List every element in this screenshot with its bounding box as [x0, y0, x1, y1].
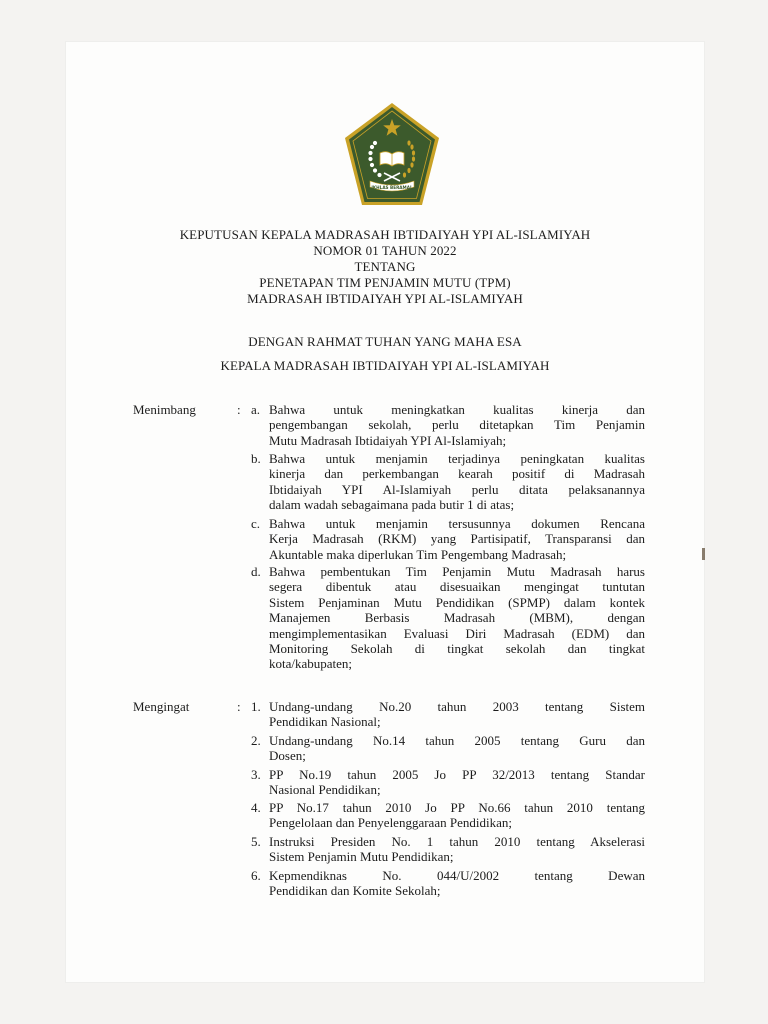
mengingat-item-3	[251, 767, 645, 798]
item-marker: c.	[251, 516, 261, 531]
item-line: Sistem Penjaminan Mutu Pendidikan (SPMP) dalam kontek	[269, 594, 645, 610]
preamble	[66, 334, 704, 374]
document-heading	[66, 227, 704, 307]
menimbang-item-b	[251, 451, 645, 513]
menimbang-item-d	[251, 564, 645, 672]
heading-line-4: PENETAPAN TIM PENJAMIN MUTU (TPM)	[259, 275, 511, 290]
heading-line-3: TENTANG	[354, 259, 416, 274]
menimbang-label: Menimbang	[133, 402, 196, 417]
item-marker: b.	[251, 451, 261, 466]
item-line: Akuntable maka diperlukan Tim Pengembang Madrasah;	[269, 546, 567, 562]
paper-edge-mark	[702, 548, 705, 560]
mengingat-item-2	[251, 733, 645, 764]
item-line: kinerja dan perkembangan kearah positif di Madrasah	[269, 466, 645, 482]
item-line: Manajemen Berbasis Madrasah (MBM), dengan	[269, 610, 645, 626]
item-marker: 1.	[251, 699, 261, 714]
item-marker: a.	[251, 402, 261, 417]
item-marker: d.	[251, 564, 261, 579]
item-line: Bahwa untuk menjamin terjadinya peningkatan kualitas	[269, 451, 645, 466]
item-marker: 2.	[251, 733, 261, 748]
menimbang-item-a	[251, 402, 645, 448]
item-line: kota/kabupaten;	[269, 656, 353, 672]
menimbang-colon: :	[237, 402, 241, 417]
item-marker: 5.	[251, 834, 261, 849]
item-text	[269, 699, 645, 730]
item-text	[269, 767, 645, 798]
item-text	[269, 800, 645, 831]
preamble-line-1: DENGAN RAHMAT TUHAN YANG MAHA ESA	[248, 334, 522, 349]
item-line: Pendidikan dan Komite Sekolah;	[269, 883, 441, 899]
item-line: segera dibentuk atau disesuaikan mengingat tuntutan	[269, 579, 645, 595]
item-text	[269, 516, 645, 562]
item-line: Pengelolaan dan Penyelenggaraan Pendidikan;	[269, 815, 512, 831]
item-line: Sistem Penjamin Mutu Pendidikan;	[269, 849, 454, 865]
item-line: Dosen;	[269, 748, 306, 764]
mengingat-item-4	[251, 800, 645, 831]
heading-line-1: KEPUTUSAN KEPALA MADRASAH IBTIDAIYAH YPI AL-ISLAMIYAH	[179, 227, 591, 242]
item-line: dalam wadah sebagaimana pada butir 1 di atas;	[269, 497, 515, 513]
item-text	[269, 451, 645, 513]
item-marker: 3.	[251, 767, 261, 782]
item-line: Bahwa pembentukan Tim Penjamin Mutu Madrasah harus	[269, 564, 645, 579]
kementerian-agama-emblem-icon	[342, 101, 442, 211]
menimbang-item-c	[251, 516, 645, 562]
item-line: Instruksi Presiden No. 1 tahun 2010 tentang Akselerasi	[269, 834, 645, 849]
mengingat-label: Mengingat	[133, 699, 190, 714]
item-line: Pendidikan Nasional;	[269, 714, 381, 730]
item-marker: 6.	[251, 868, 261, 883]
mengingat-item-5	[251, 834, 645, 865]
heading-line-2: NOMOR 01 TAHUN 2022	[313, 243, 457, 258]
item-line: Undang-undang No.14 tahun 2005 tentang Guru dan	[269, 733, 645, 748]
item-line: Ibtidaiyah YPI Al-Islamiyah perlu ditata pelaksanannya	[269, 481, 645, 497]
preamble-line-2: KEPALA MADRASAH IBTIDAIYAH YPI AL-ISLAMIYAH	[220, 358, 550, 373]
item-marker: 4.	[251, 800, 261, 815]
mengingat-colon: :	[237, 699, 241, 714]
item-line: Kerja Madrasah (RKM) yang Partisipatif, Transparansi dan	[269, 531, 645, 547]
emblem-motto: IKHLAS BERAMAL	[371, 185, 413, 190]
item-line: Kepmendiknas No. 044/U/2002 tentang Dewan	[269, 868, 645, 883]
item-line: mengimplementasikan Evaluasi Diri Madrasah (EDM) dan	[269, 625, 645, 641]
mengingat-item-1	[251, 699, 645, 730]
item-text	[269, 402, 645, 448]
mengingat-item-6	[251, 868, 645, 899]
item-line: Mutu Madrasah Ibtidaiyah YPI Al-Islamiyah;	[269, 432, 507, 448]
item-line: PP No.17 tahun 2010 Jo PP No.66 tahun 2010 tentang	[269, 800, 645, 815]
item-line: pengembangan sekolah, perlu ditetapkan Tim Penjamin	[269, 417, 645, 433]
item-text	[269, 834, 645, 865]
item-line: Nasional Pendidikan;	[269, 782, 381, 798]
item-text	[269, 564, 645, 672]
item-text	[269, 868, 645, 899]
item-line: Bahwa untuk menjamin tersusunnya dokumen Rencana	[269, 516, 645, 531]
item-line: Bahwa untuk meningkatkan kualitas kinerja dan	[269, 402, 645, 417]
item-text	[269, 733, 645, 764]
item-line: Monitoring Sekolah di tingkat sekolah dan tingkat	[269, 641, 645, 657]
item-line: PP No.19 tahun 2005 Jo PP 32/2013 tentang Standar	[269, 767, 645, 782]
heading-line-5: MADRASAH IBTIDAIYAH YPI AL-ISLAMIYAH	[247, 291, 523, 306]
item-line: Undang-undang No.20 tahun 2003 tentang Sistem	[269, 699, 645, 714]
